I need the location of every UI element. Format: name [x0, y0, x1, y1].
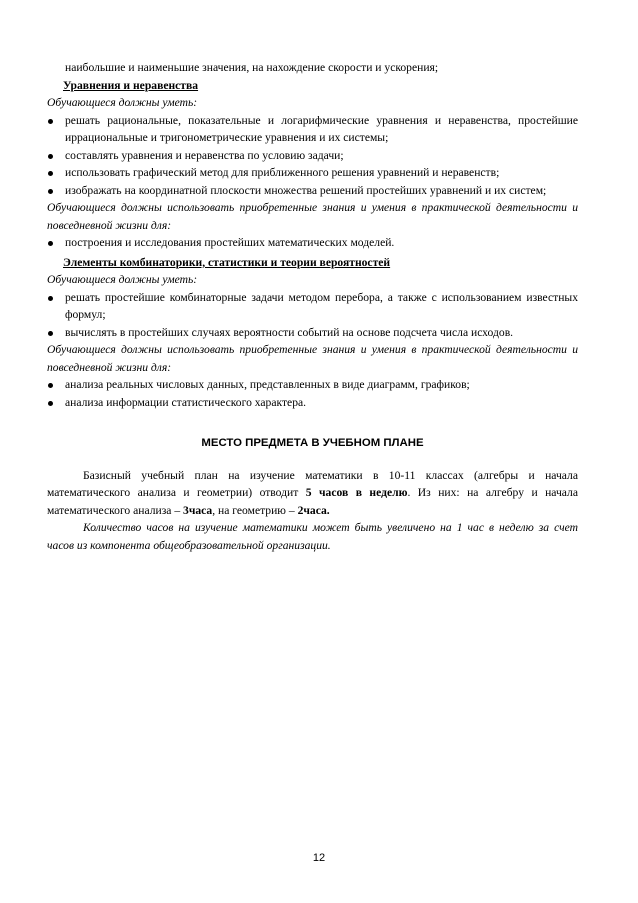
skills-list-equations [47, 112, 578, 200]
page-number: 12 [312, 852, 326, 864]
section-heading-equations: Уравнения и неравенства [63, 78, 199, 92]
plan-paragraph: Базисный учебный план на изучение математики в 10-11 классах (алгебры и начала математического анализа и геометрии) отводит 5 часов в неделю. Из них: на алгебру и начала математического анализа – 3часа, на геометрию – 2часа. [47, 468, 578, 517]
list-item: использовать графический метод для приближенного решения уравнений и неравенств; [47, 164, 578, 182]
plan-note: Количество часов на изучение математики может быть увеличено на 1 час в неделю за счет часов из компонента общеобразовательной организации. [47, 521, 578, 552]
list-item: построения и исследования простейших математических моделей. [47, 234, 578, 252]
plan-section-title: МЕСТО ПРЕДМЕТА В УЧЕБНОМ ПЛАНЕ [201, 437, 424, 449]
algebra-hours: 3часа [183, 503, 213, 517]
list-item: изображать на координатной плоскости множества решений простейших уравнений и их систем; [47, 182, 578, 200]
list-item: анализа реальных числовых данных, представленных в виде диаграмм, графиков; [47, 376, 578, 394]
apply-label: Обучающиеся должны использовать приобретенные знания и умения в практической деятельности и повседневной жизни для: [47, 343, 578, 374]
hours-per-week: 5 часов в неделю [305, 486, 408, 499]
apply-list-combinatorics [47, 376, 578, 411]
apply-list-equations [47, 234, 578, 252]
intro-line: наибольшие и наименьшие значения, на нахождение скорости и ускорения; [65, 61, 439, 74]
geometry-hours: 2часа. [297, 503, 330, 517]
section-heading-combinatorics: Элементы комбинаторики, статистики и теории вероятностей [63, 255, 391, 269]
bullet-icon [48, 401, 53, 406]
bullet-icon [48, 189, 53, 194]
bullet-icon [48, 119, 53, 124]
students-must-label: Обучающиеся должны уметь: [47, 96, 198, 109]
list-item: составлять уравнения и неравенства по условию задачи; [47, 147, 578, 165]
list-item: решать простейшие комбинаторные задачи методом перебора, а также с использованием известных формул; [47, 289, 578, 324]
students-must-label: Обучающиеся должны уметь: [47, 273, 198, 286]
skills-list-combinatorics [47, 289, 578, 342]
bullet-icon [48, 383, 53, 388]
list-item: решать рациональные, показательные и логарифмические уравнения и неравенства, простейшие иррациональные и тригонометрические уравнения и их системы; [47, 112, 578, 147]
bullet-icon [48, 171, 53, 176]
apply-label: Обучающиеся должны использовать приобретенные знания и умения в практической деятельности и повседневной жизни для: [47, 201, 578, 232]
list-item: вычислять в простейших случаях вероятности событий на основе подсчета числа исходов. [47, 324, 578, 342]
bullet-icon [48, 154, 53, 159]
bullet-icon [48, 331, 53, 336]
list-item: анализа информации статистического характера. [47, 394, 578, 412]
bullet-icon [48, 296, 53, 301]
bullet-icon [48, 241, 53, 246]
